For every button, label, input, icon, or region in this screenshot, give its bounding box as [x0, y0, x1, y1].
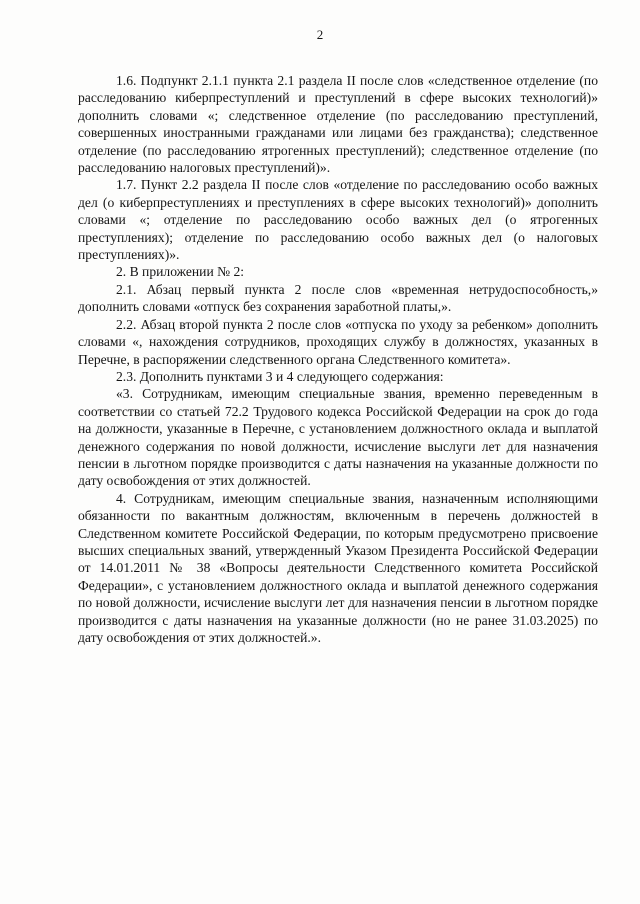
page-number: 2	[316, 27, 324, 42]
paragraph-new-point-4: 4. Сотрудникам, имеющим специальные звания, назначенным исполняющими обязанности по вакантным должностям, включенным в перечень должностей в Следственном комитете Российской Федерации, по которым предусмотрено присвоение высших специальных званий, утвержденный Указом Президента Российской Федерации от 14.01.2011 № 38 «Вопросы деятельности Следственного комитета Российской Федерации», с установлением должностного оклада и выплатой денежного содержания по новой должности, исчисление выслуги лет для назначения пенсии в льготном порядке производится с даты назначения на указанные должности (но не ранее 31.03.2025) по дату освобождения от этих должностей.».	[78, 490, 598, 645]
paragraph-item-1-7: 1.7. Пункт 2.2 раздела II после слов «отделение по расследованию особо важных дел (о киберпреступлениях и преступлениях в сфере высоких технологий)» дополнить словами «; отделение по расследованию особо важных дел (о ятрогенных преступлениях); отделение по расследованию особо важных дел (о налоговых преступлениях)».	[78, 177, 598, 263]
document-body	[78, 72, 598, 646]
paragraph-new-point-3: «3. Сотрудникам, имеющим специальные звания, временно переведенным в соответствии со статьей 72.2 Трудового кодекса Российской Федерации на срок до года на должности, указанные в Перечне, с установлением должностного оклада и выплатой денежного содержания по новой должности, исчисление выслуги лет для назначения пенсии в льготном порядке производится с даты назначения на указанные должности по дату освобождения от этих должностей.	[78, 386, 598, 489]
paragraph-item-2-1: 2.1. Абзац первый пункта 2 после слов «временная нетрудоспособность,» дополнить словами «отпуск без сохранения заработной платы,».	[78, 281, 598, 315]
paragraph-item-2-3: 2.3. Дополнить пунктами 3 и 4 следующего содержания:	[116, 368, 444, 384]
paragraph-item-2: 2. В приложении № 2:	[116, 264, 245, 280]
paragraph-item-2-2: 2.2. Абзац второй пункта 2 после слов «отпуска по уходу за ребенком» дополнить словами «, нахождения сотрудников, проходящих службу в должностях, указанных в Перечне, в распоряжении следственного органа Следственного комитета».	[78, 316, 598, 367]
paragraph-item-1-6: 1.6. Подпункт 2.1.1 пункта 2.1 раздела II после слов «следственное отделение (по расследованию киберпреступлений и преступлений в сфере высоких технологий)» дополнить словами «; следственное отделение (по расследованию преступлений, совершенных иностранными гражданами или лицами без гражданства); следственное отделение (по расследованию ятрогенных преступлений); следственное отделение (по расследованию налоговых преступлений)».	[78, 73, 598, 176]
